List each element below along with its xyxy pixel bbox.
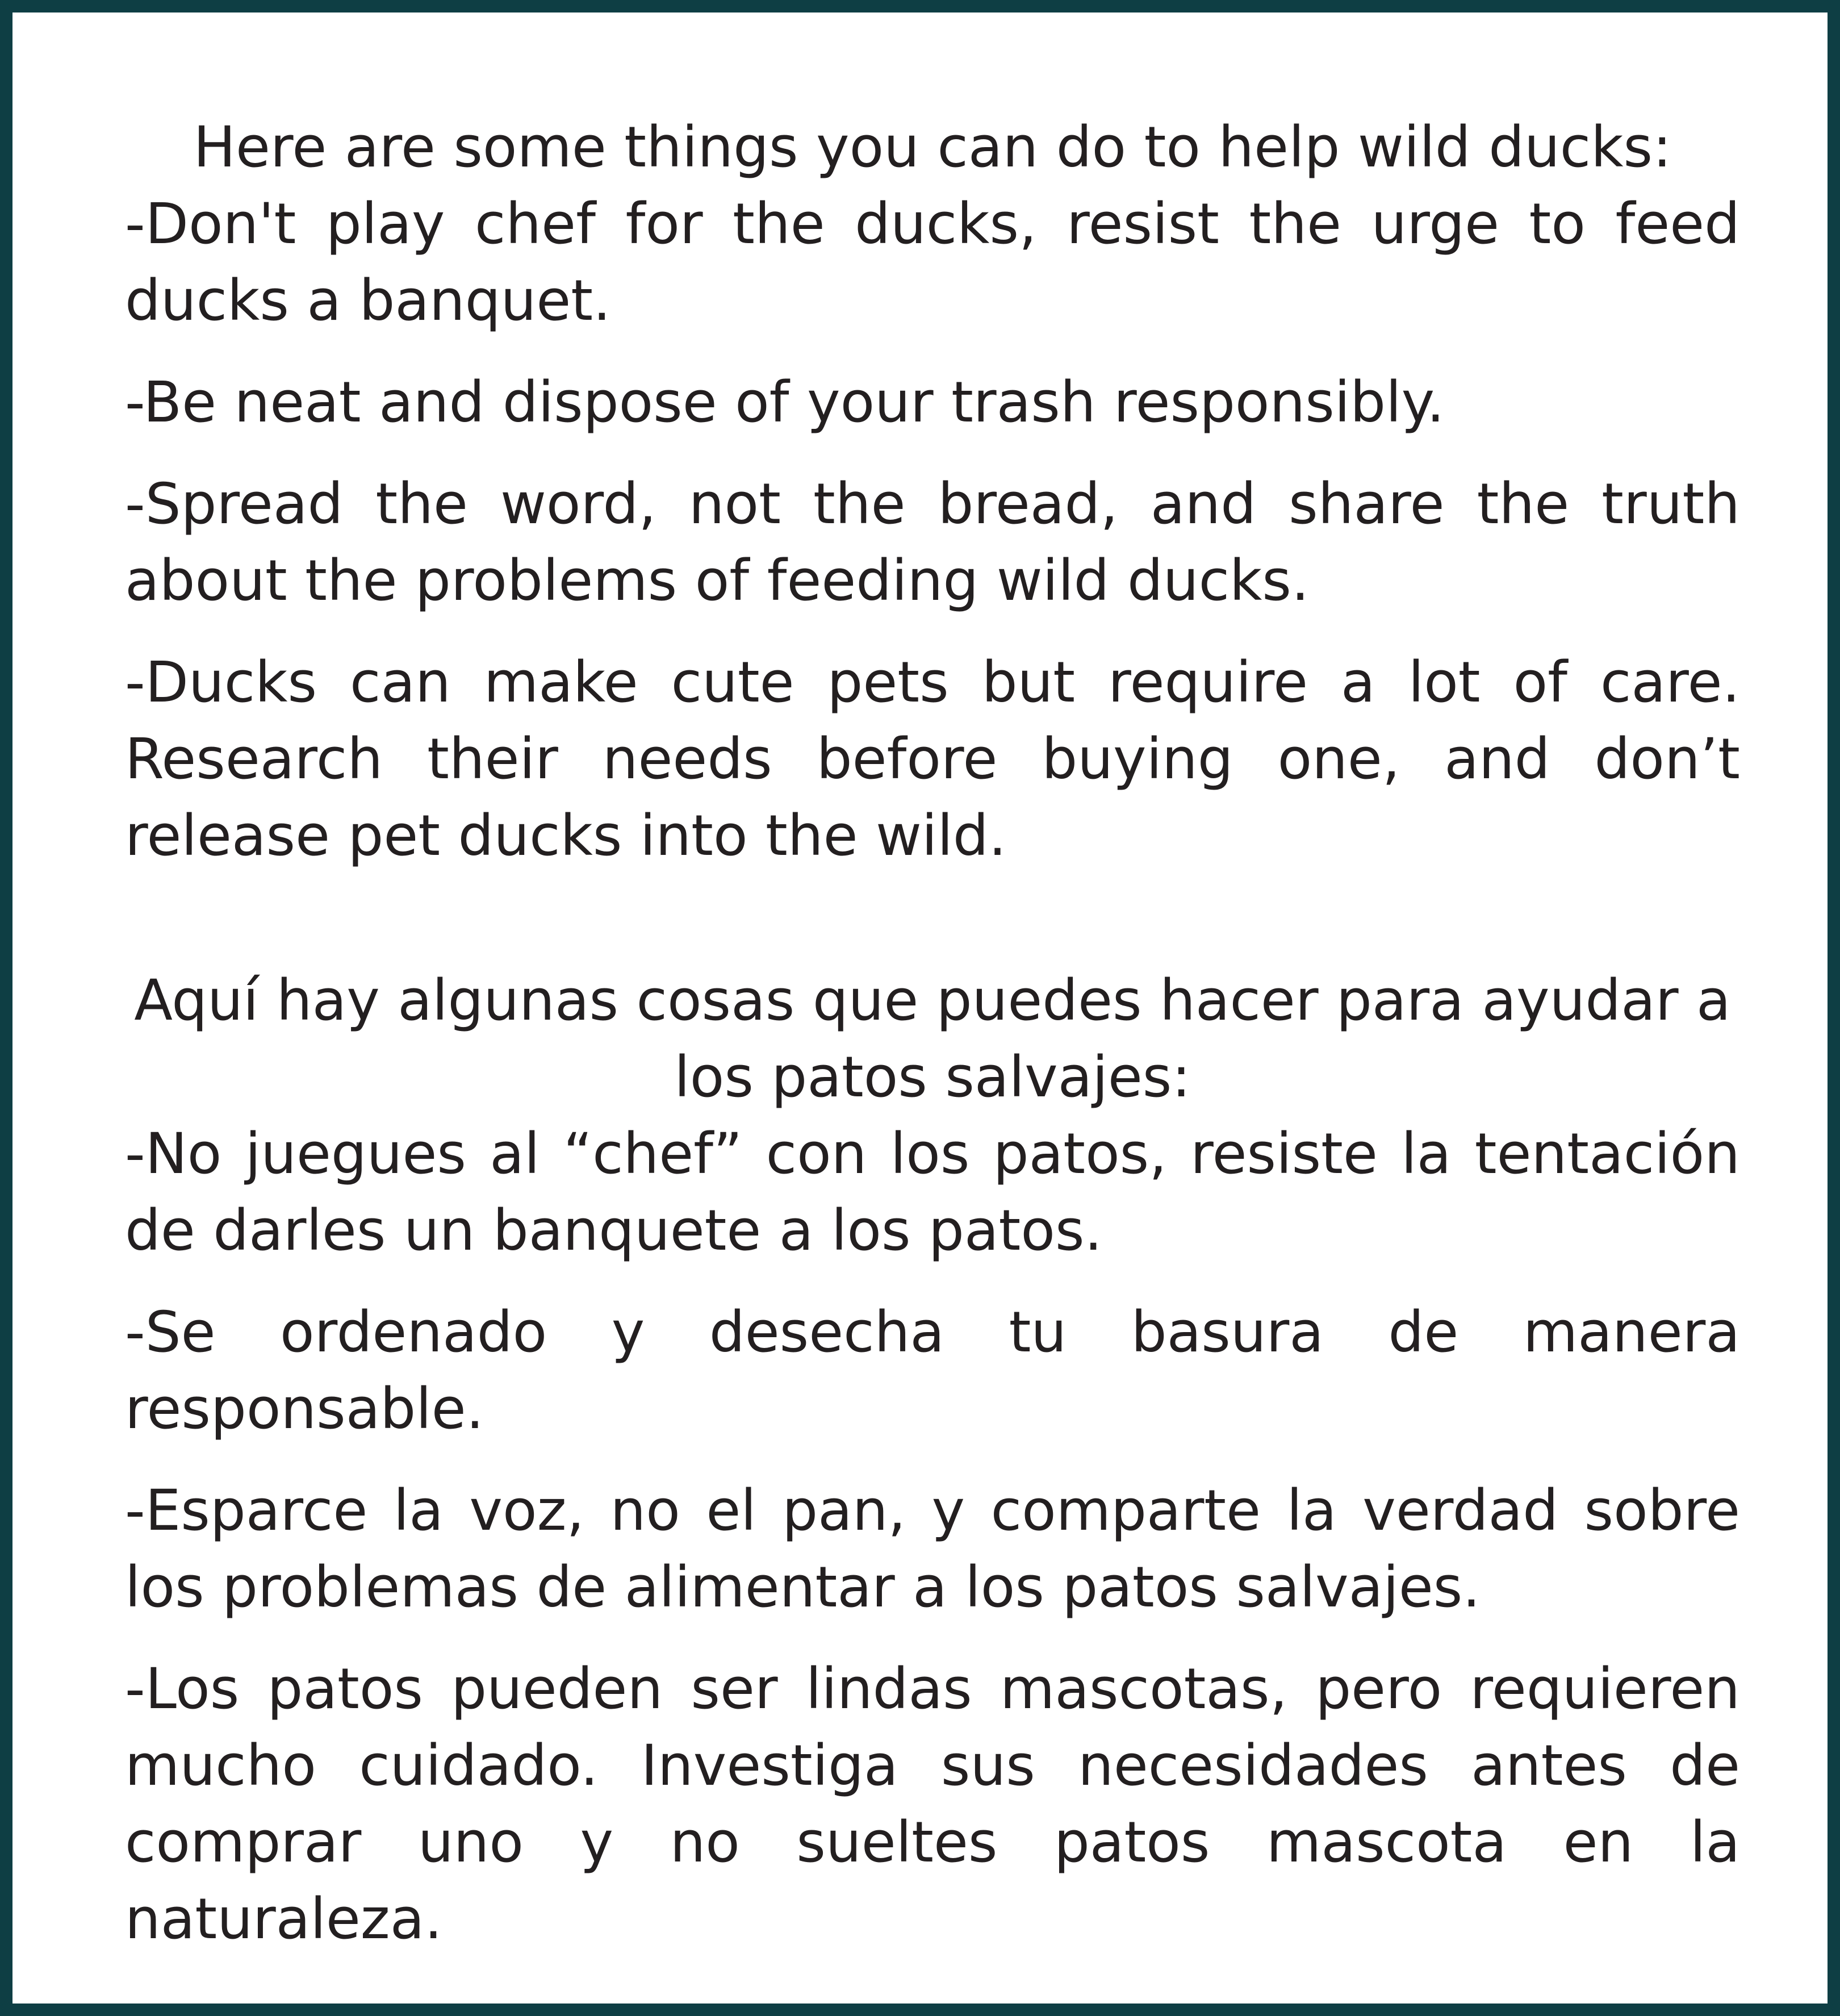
spanish-section (125, 962, 1740, 1957)
spanish-heading: Aquí hay algunas cosas que puedes hacer para ayudar a los patos salvajes: (134, 968, 1731, 1110)
spanish-tip-3: -Esparce la voz, no el pan, y comparte la verdad sobre los problemas de alimentar a los patos salvajes. (125, 1478, 1740, 1620)
spanish-tip-2: -Se ordenado y desecha tu basura de manera responsable. (125, 1300, 1740, 1442)
english-tip-1: -Don't play chef for the ducks, resist the urge to feed ducks a banquet. (125, 191, 1740, 333)
english-heading: Here are some things you can do to help wild ducks: (193, 115, 1672, 180)
english-tip-2: -Be neat and dispose of your trash responsibly. (125, 370, 1445, 435)
spanish-tip-4: -Los patos pueden ser lindas mascotas, pero requieren mucho cuidado. Investiga sus necesidades antes de comprar uno y no sueltes patos mascota en la naturaleza. (125, 1656, 1740, 1952)
english-section (125, 109, 1740, 874)
spanish-tip-1: -No juegues al “chef” con los patos, resiste la tentación de darles un banquete a los patos. (125, 1121, 1740, 1263)
english-tip-4: -Ducks can make cute pets but require a lot of care. Research their needs before buying one, and don’t release pet ducks into the wild. (125, 650, 1740, 869)
english-tip-3: -Spread the word, not the bread, and share the truth about the problems of feeding wild ducks. (125, 471, 1740, 613)
document-body (125, 109, 1740, 1957)
